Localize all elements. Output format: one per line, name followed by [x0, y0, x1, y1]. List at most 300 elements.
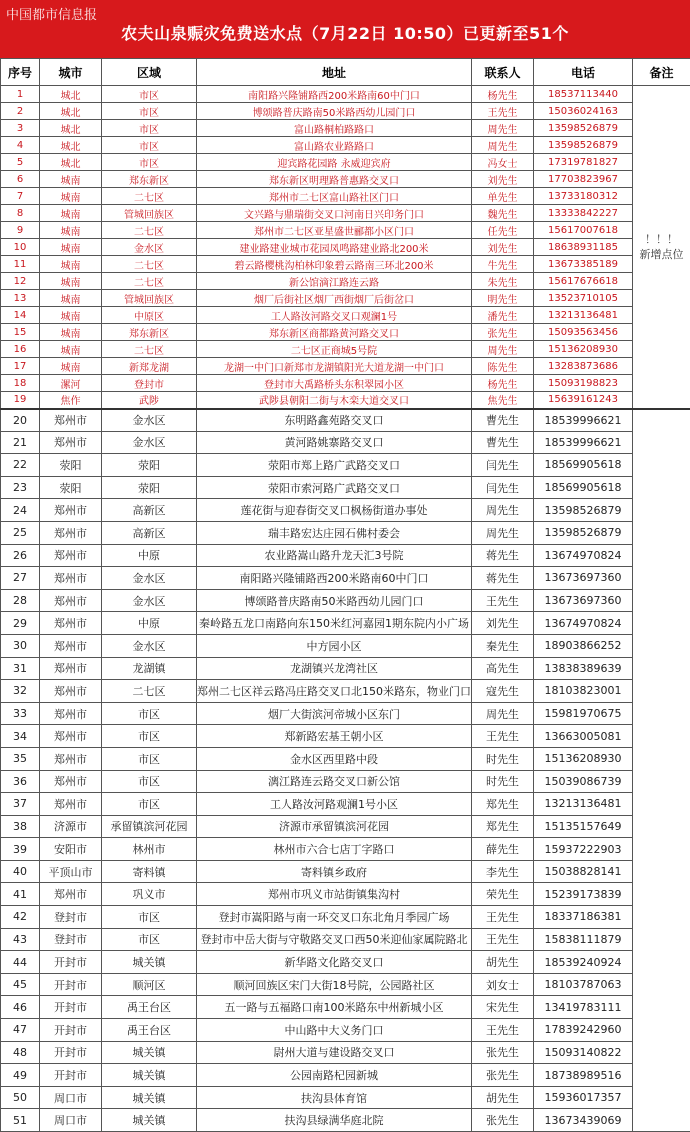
- cell-district: 市区: [102, 770, 197, 793]
- cell-district: 金水区: [102, 409, 197, 432]
- cell-phone: 13333842227: [534, 205, 633, 222]
- table-row: [1, 928, 690, 951]
- cell-phone: 18638931185: [534, 239, 633, 256]
- cell-city: 郑州市: [40, 521, 102, 544]
- cell-index: 6: [1, 171, 40, 188]
- cell-district: 林州市: [102, 838, 197, 861]
- cell-phone: 13673385189: [534, 256, 633, 273]
- cell-city: 郑州市: [40, 725, 102, 748]
- cell-phone: 15838111879: [534, 928, 633, 951]
- cell-city: 平顶山市: [40, 860, 102, 883]
- cell-contact: 魏先生: [472, 205, 534, 222]
- cell-phone: 17839242960: [534, 1019, 633, 1042]
- cell-address: 郑东新区商都路黄河路交叉口: [197, 324, 472, 341]
- col-header-contact: 联系人: [472, 59, 534, 86]
- cell-phone: 18539240924: [534, 951, 633, 974]
- cell-index: 48: [1, 1041, 40, 1064]
- cell-city: 郑州市: [40, 770, 102, 793]
- cell-index: 36: [1, 770, 40, 793]
- cell-contact: 单先生: [472, 188, 534, 205]
- cell-district: 城关镇: [102, 1064, 197, 1087]
- cell-city: 开封市: [40, 973, 102, 996]
- table-header: [1, 59, 690, 86]
- cell-index: 16: [1, 341, 40, 358]
- table-row: [1, 996, 690, 1019]
- cell-contact: 任先生: [472, 222, 534, 239]
- cell-index: 13: [1, 290, 40, 307]
- cell-contact: 周先生: [472, 499, 534, 522]
- cell-district: 市区: [102, 86, 197, 103]
- cell-district: 市区: [102, 928, 197, 951]
- cell-district: 高新区: [102, 499, 197, 522]
- water-points-table: [0, 58, 690, 1132]
- cell-index: 45: [1, 973, 40, 996]
- table-row: [1, 521, 690, 544]
- cell-index: 37: [1, 793, 40, 816]
- cell-index: 44: [1, 951, 40, 974]
- cell-city: 城北: [40, 137, 102, 154]
- cell-address: 富山路桐柏路路口: [197, 120, 472, 137]
- cell-district: 管城回族区: [102, 205, 197, 222]
- cell-address: 登封市大禹路桥头东积翠园小区: [197, 375, 472, 392]
- cell-city: 登封市: [40, 928, 102, 951]
- cell-contact: 刘先生: [472, 612, 534, 635]
- cell-phone: 13674970824: [534, 612, 633, 635]
- cell-city: 城南: [40, 256, 102, 273]
- cell-index: 15: [1, 324, 40, 341]
- cell-index: 2: [1, 103, 40, 120]
- cell-contact: 刘先生: [472, 171, 534, 188]
- cell-contact: 冯女士: [472, 154, 534, 171]
- table-row: [1, 634, 690, 657]
- cell-address: 碧云路樱桃沟柏林印象碧云路南三环北200米: [197, 256, 472, 273]
- cell-address: 郑新路宏基王朝小区: [197, 725, 472, 748]
- cell-district: 承留镇滨河花园: [102, 815, 197, 838]
- cell-address: 公园南路杞园新城: [197, 1064, 472, 1087]
- cell-index: 3: [1, 120, 40, 137]
- cell-index: 27: [1, 567, 40, 590]
- cell-address: 农业路嵩山路升龙天汇3号院: [197, 544, 472, 567]
- cell-district: 城关镇: [102, 1109, 197, 1132]
- cell-phone: 13419783111: [534, 996, 633, 1019]
- cell-index: 23: [1, 476, 40, 499]
- cell-phone: 17703823967: [534, 171, 633, 188]
- cell-district: 金水区: [102, 239, 197, 256]
- col-header-city: 城市: [40, 59, 102, 86]
- cell-city: 郑州市: [40, 883, 102, 906]
- cell-contact: 张先生: [472, 324, 534, 341]
- cell-district: 市区: [102, 103, 197, 120]
- cell-address: 郑州市巩义市站街镇集沟村: [197, 883, 472, 906]
- cell-city: 郑州市: [40, 567, 102, 590]
- cell-contact: 薛先生: [472, 838, 534, 861]
- new-points-remark: ！！！ 新增点位: [633, 86, 690, 409]
- cell-phone: 15036024163: [534, 103, 633, 120]
- cell-address: 顺河回族区宋门大街18号院，公园路社区: [197, 973, 472, 996]
- cell-district: 金水区: [102, 634, 197, 657]
- cell-city: 郑州市: [40, 747, 102, 770]
- table-row: [1, 431, 690, 454]
- cell-contact: 潘先生: [472, 307, 534, 324]
- table-row: [1, 375, 690, 392]
- cell-index: 1: [1, 86, 40, 103]
- cell-address: 龙湖镇兴龙湾社区: [197, 657, 472, 680]
- cell-city: 郑州市: [40, 431, 102, 454]
- cell-district: 市区: [102, 725, 197, 748]
- cell-index: 26: [1, 544, 40, 567]
- cell-index: 35: [1, 747, 40, 770]
- cell-contact: 周先生: [472, 137, 534, 154]
- cell-contact: 郑先生: [472, 793, 534, 816]
- table-row: [1, 657, 690, 680]
- cell-phone: 15093140822: [534, 1041, 633, 1064]
- table-row: [1, 1064, 690, 1087]
- cell-phone: 18103787063: [534, 973, 633, 996]
- cell-index: 41: [1, 883, 40, 906]
- cell-district: 市区: [102, 747, 197, 770]
- cell-index: 40: [1, 860, 40, 883]
- cell-contact: 寇先生: [472, 680, 534, 703]
- table-row: [1, 273, 690, 290]
- table-row: [1, 612, 690, 635]
- cell-phone: 15936017357: [534, 1086, 633, 1109]
- cell-city: 城南: [40, 273, 102, 290]
- cell-city: 城南: [40, 171, 102, 188]
- cell-index: 32: [1, 680, 40, 703]
- cell-index: 25: [1, 521, 40, 544]
- table-row: [1, 1086, 690, 1109]
- table-row: [1, 256, 690, 273]
- cell-city: 郑州市: [40, 589, 102, 612]
- cell-district: 新郑龙湖: [102, 358, 197, 375]
- cell-address: 武陟县朝阳二街与木栾大道交叉口: [197, 392, 472, 409]
- cell-phone: 18903866252: [534, 634, 633, 657]
- cell-address: 登封市中岳大街与守敬路交叉口西50米迎仙家属院路北: [197, 928, 472, 951]
- cell-district: 巩义市: [102, 883, 197, 906]
- cell-district: 中原: [102, 544, 197, 567]
- cell-phone: 15136208930: [534, 341, 633, 358]
- cell-contact: 蒋先生: [472, 567, 534, 590]
- cell-phone: 15136208930: [534, 747, 633, 770]
- cell-contact: 李先生: [472, 860, 534, 883]
- cell-phone: 15039086739: [534, 770, 633, 793]
- cell-address: 郑州二七区祥云路冯庄路交叉口北150米路东，物业门口: [197, 680, 472, 703]
- cell-district: 二七区: [102, 341, 197, 358]
- cell-contact: 时先生: [472, 770, 534, 793]
- cell-phone: 15617676618: [534, 273, 633, 290]
- col-header-index: 序号: [1, 59, 40, 86]
- cell-index: 22: [1, 454, 40, 477]
- cell-city: 城北: [40, 86, 102, 103]
- table-row: [1, 409, 690, 432]
- cell-city: 城南: [40, 358, 102, 375]
- table-row: [1, 103, 690, 120]
- table-row: [1, 906, 690, 929]
- cell-address: 瑞丰路宏达庄园石佛村委会: [197, 521, 472, 544]
- table-row: [1, 137, 690, 154]
- cell-address: 莲花街与迎春街交叉口枫杨街道办事处: [197, 499, 472, 522]
- cell-contact: 高先生: [472, 657, 534, 680]
- cell-district: 金水区: [102, 589, 197, 612]
- table-row: [1, 476, 690, 499]
- cell-index: 39: [1, 838, 40, 861]
- cell-city: 郑州市: [40, 499, 102, 522]
- cell-city: 城南: [40, 188, 102, 205]
- table-row: [1, 725, 690, 748]
- cell-city: 城南: [40, 324, 102, 341]
- cell-district: 城关镇: [102, 1086, 197, 1109]
- header-banner: [0, 0, 690, 58]
- cell-city: 济源市: [40, 815, 102, 838]
- cell-address: 郑州市二七区亚星盛世郦都小区门口: [197, 222, 472, 239]
- cell-address: 工人路汝河路交叉口观澜1号: [197, 307, 472, 324]
- cell-address: 烟厂后街社区烟厂西街烟厂后街岔口: [197, 290, 472, 307]
- cell-contact: 时先生: [472, 747, 534, 770]
- cell-district: 二七区: [102, 680, 197, 703]
- cell-address: 博颂路普庆路南50米路西幼儿园门口: [197, 589, 472, 612]
- cell-district: 中原区: [102, 307, 197, 324]
- cell-contact: 周先生: [472, 521, 534, 544]
- cell-contact: 郑先生: [472, 815, 534, 838]
- cell-phone: 15617007618: [534, 222, 633, 239]
- cell-district: 高新区: [102, 521, 197, 544]
- cell-district: 市区: [102, 120, 197, 137]
- cell-contact: 牛先生: [472, 256, 534, 273]
- page-title: 农夫山泉赈灾免费送水点（7月22日 10:50）已更新至51个: [0, 21, 690, 44]
- cell-index: 21: [1, 431, 40, 454]
- cell-address: 秦岭路五龙口南路向东150米红河嘉园1期东院内小广场: [197, 612, 472, 635]
- cell-district: 市区: [102, 702, 197, 725]
- cell-address: 文兴路与鼎瑞街交叉口河南日兴印务门口: [197, 205, 472, 222]
- table-row: [1, 1019, 690, 1042]
- cell-phone: 13598526879: [534, 120, 633, 137]
- cell-city: 开封市: [40, 1041, 102, 1064]
- cell-address: 金水区西里路中段: [197, 747, 472, 770]
- cell-phone: 13213136481: [534, 307, 633, 324]
- table-row: [1, 747, 690, 770]
- cell-city: 荥阳: [40, 476, 102, 499]
- cell-address: 郑州市二七区富山路社区门口: [197, 188, 472, 205]
- cell-contact: 闫先生: [472, 476, 534, 499]
- cell-city: 焦作: [40, 392, 102, 409]
- table-row: [1, 499, 690, 522]
- cell-contact: 朱先生: [472, 273, 534, 290]
- cell-phone: 18103823001: [534, 680, 633, 703]
- table-row: [1, 680, 690, 703]
- cell-phone: 18539996621: [534, 431, 633, 454]
- cell-index: 10: [1, 239, 40, 256]
- cell-address: 博颂路普庆路南50米路西幼儿园门口: [197, 103, 472, 120]
- cell-index: 14: [1, 307, 40, 324]
- cell-phone: 17319781827: [534, 154, 633, 171]
- cell-index: 9: [1, 222, 40, 239]
- cell-contact: 杨先生: [472, 86, 534, 103]
- cell-district: 市区: [102, 137, 197, 154]
- cell-city: 城南: [40, 307, 102, 324]
- cell-address: 南阳路兴隆铺路西200米路南60中门口: [197, 86, 472, 103]
- cell-index: 17: [1, 358, 40, 375]
- cell-district: 金水区: [102, 567, 197, 590]
- cell-address: 寄料镇乡政府: [197, 860, 472, 883]
- cell-index: 30: [1, 634, 40, 657]
- cell-phone: 15981970675: [534, 702, 633, 725]
- cell-address: 新公馆滴江路连云路: [197, 273, 472, 290]
- cell-contact: 王先生: [472, 928, 534, 951]
- cell-address: 荥阳市索河路广武路交叉口: [197, 476, 472, 499]
- cell-phone: 15038828141: [534, 860, 633, 883]
- cell-district: 城关镇: [102, 1041, 197, 1064]
- cell-contact: 王先生: [472, 906, 534, 929]
- cell-phone: 13598526879: [534, 137, 633, 154]
- cell-city: 郑州市: [40, 680, 102, 703]
- cell-contact: 张先生: [472, 1064, 534, 1087]
- table-row: [1, 770, 690, 793]
- cell-district: 郑东新区: [102, 324, 197, 341]
- cell-contact: 陈先生: [472, 358, 534, 375]
- cell-contact: 宋先生: [472, 996, 534, 1019]
- cell-phone: 13283873686: [534, 358, 633, 375]
- cell-address: 富山路农业路路口: [197, 137, 472, 154]
- cell-district: 二七区: [102, 222, 197, 239]
- cell-index: 8: [1, 205, 40, 222]
- table-row: [1, 973, 690, 996]
- cell-phone: 13838389639: [534, 657, 633, 680]
- cell-index: 12: [1, 273, 40, 290]
- cell-district: 禹王台区: [102, 1019, 197, 1042]
- cell-city: 郑州市: [40, 544, 102, 567]
- cell-address: 黄河路姚寨路交叉口: [197, 431, 472, 454]
- cell-contact: 王先生: [472, 725, 534, 748]
- cell-index: 7: [1, 188, 40, 205]
- cell-contact: 荣先生: [472, 883, 534, 906]
- cell-district: 郑东新区: [102, 171, 197, 188]
- cell-phone: 18738989516: [534, 1064, 633, 1087]
- cell-index: 28: [1, 589, 40, 612]
- cell-city: 城北: [40, 103, 102, 120]
- cell-district: 市区: [102, 793, 197, 816]
- cell-address: 建业路建业城市花园凤鸣路建业路北200米: [197, 239, 472, 256]
- cell-phone: 13598526879: [534, 499, 633, 522]
- table-body: [1, 86, 690, 1132]
- cell-district: 荥阳: [102, 454, 197, 477]
- cell-phone: 18537113440: [534, 86, 633, 103]
- cell-address: 扶沟县体育馆: [197, 1086, 472, 1109]
- cell-index: 31: [1, 657, 40, 680]
- table-row: [1, 239, 690, 256]
- cell-city: 漯河: [40, 375, 102, 392]
- cell-contact: 杨先生: [472, 375, 534, 392]
- cell-district: 登封市: [102, 375, 197, 392]
- cell-contact: 王先生: [472, 589, 534, 612]
- cell-city: 荥阳: [40, 454, 102, 477]
- cell-phone: 18539996621: [534, 409, 633, 432]
- cell-phone: 18569905618: [534, 454, 633, 477]
- cell-phone: 18337186381: [534, 906, 633, 929]
- cell-district: 二七区: [102, 256, 197, 273]
- cell-district: 荥阳: [102, 476, 197, 499]
- cell-city: 城南: [40, 290, 102, 307]
- table-row: [1, 324, 690, 341]
- cell-city: 开封市: [40, 1019, 102, 1042]
- cell-city: 城南: [40, 341, 102, 358]
- cell-city: 郑州市: [40, 657, 102, 680]
- table-row: [1, 222, 690, 239]
- cell-index: 34: [1, 725, 40, 748]
- cell-district: 管城回族区: [102, 290, 197, 307]
- cell-contact: 王先生: [472, 103, 534, 120]
- cell-contact: 王先生: [472, 1019, 534, 1042]
- table-row: [1, 154, 690, 171]
- table-row: [1, 951, 690, 974]
- cell-contact: 焦先生: [472, 392, 534, 409]
- cell-index: 18: [1, 375, 40, 392]
- table-row: [1, 1109, 690, 1132]
- cell-phone: 13523710105: [534, 290, 633, 307]
- table-row: [1, 1041, 690, 1064]
- table-row: [1, 815, 690, 838]
- source-watermark: 中国都市信息报: [6, 4, 97, 23]
- cell-city: 周口市: [40, 1086, 102, 1109]
- cell-index: 49: [1, 1064, 40, 1087]
- table-row: [1, 341, 690, 358]
- cell-address: 南阳路兴隆铺路西200米路南60中门口: [197, 567, 472, 590]
- cell-district: 龙湖镇: [102, 657, 197, 680]
- cell-contact: 曹先生: [472, 409, 534, 432]
- cell-address: 二七区正商城5号院: [197, 341, 472, 358]
- table-row: [1, 171, 690, 188]
- remark-cell-empty: [633, 409, 690, 1132]
- cell-address: 中方园小区: [197, 634, 472, 657]
- cell-address: 龙湖一中门口新郑市龙湖镇阳光大道龙湖一中门口: [197, 358, 472, 375]
- cell-city: 城南: [40, 205, 102, 222]
- cell-district: 城关镇: [102, 951, 197, 974]
- cell-phone: 18569905618: [534, 476, 633, 499]
- cell-city: 开封市: [40, 996, 102, 1019]
- cell-phone: 15135157649: [534, 815, 633, 838]
- cell-district: 市区: [102, 154, 197, 171]
- cell-address: 烟厂大街滨河帝城小区东门: [197, 702, 472, 725]
- cell-phone: 13663005081: [534, 725, 633, 748]
- cell-index: 50: [1, 1086, 40, 1109]
- table-row: [1, 392, 690, 409]
- cell-index: 4: [1, 137, 40, 154]
- cell-city: 城北: [40, 120, 102, 137]
- cell-phone: 13673697360: [534, 567, 633, 590]
- cell-phone: 15093563456: [534, 324, 633, 341]
- cell-city: 安阳市: [40, 838, 102, 861]
- table-row: [1, 838, 690, 861]
- cell-address: 郑东新区明理路普惠路交叉口: [197, 171, 472, 188]
- cell-phone: 15639161243: [534, 392, 633, 409]
- cell-phone: 13733180312: [534, 188, 633, 205]
- cell-city: 郑州市: [40, 612, 102, 635]
- cell-contact: 周先生: [472, 702, 534, 725]
- cell-index: 33: [1, 702, 40, 725]
- cell-contact: 周先生: [472, 341, 534, 358]
- col-header-district: 区域: [102, 59, 197, 86]
- cell-contact: 胡先生: [472, 1086, 534, 1109]
- table-row: [1, 307, 690, 324]
- cell-city: 开封市: [40, 1064, 102, 1087]
- cell-phone: 15937222903: [534, 838, 633, 861]
- cell-phone: 13598526879: [534, 521, 633, 544]
- table-row: [1, 454, 690, 477]
- cell-address: 新华路文化路交叉口: [197, 951, 472, 974]
- cell-contact: 明先生: [472, 290, 534, 307]
- cell-index: 42: [1, 906, 40, 929]
- cell-index: 47: [1, 1019, 40, 1042]
- cell-index: 24: [1, 499, 40, 522]
